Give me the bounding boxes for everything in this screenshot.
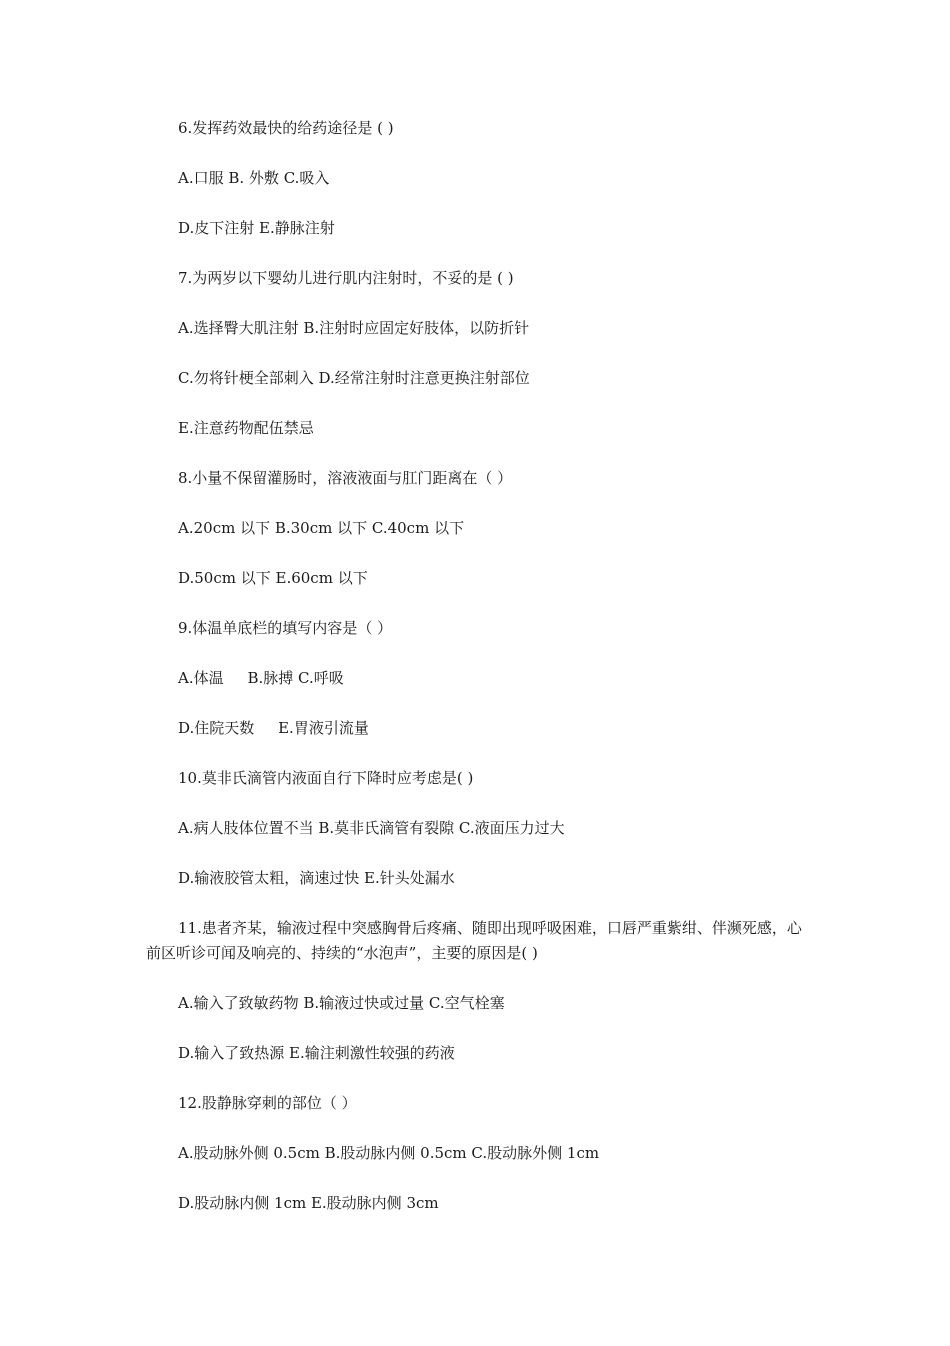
question-10-options-a-c: A.病人肢体位置不当 B.莫非氏滴管有裂隙 C.液面压力过大 (178, 819, 565, 837)
question-6-options-d-e: D.皮下注射 E.静脉注射 (178, 219, 335, 237)
question-8-options-a-c: A.20cm 以下 B.30cm 以下 C.40cm 以下 (178, 519, 465, 537)
question-10-options-d-e: D.输液胶管太粗，滴速过快 E.针头处漏水 (178, 869, 455, 887)
question-8-options-d-e: D.50cm 以下 E.60cm 以下 (178, 569, 368, 587)
question-9-options-d-e: D.住院天数 E.胃液引流量 (178, 719, 369, 737)
question-7: 7.为两岁以下婴幼儿进行肌内注射时，不妥的是 ( ) (178, 269, 514, 287)
question-8: 8.小量不保留灌肠时，溶液液面与肛门距离在（ ） (178, 469, 513, 487)
question-7-option-e: E.注意药物配伍禁忌 (178, 419, 314, 437)
question-11-options-d-e: D.输入了致热源 E.输注刺激性较强的药液 (178, 1044, 455, 1062)
question-9: 9.体温单底栏的填写内容是（ ） (178, 619, 393, 637)
question-10: 10.莫非氏滴管内液面自行下降时应考虑是( ) (178, 769, 474, 787)
question-7-options-c-d: C.勿将针梗全部刺入 D.经常注射时注意更换注射部位 (178, 369, 530, 387)
question-12-options-d-e: D.股动脉内侧 1cm E.股动脉内侧 3cm (178, 1194, 439, 1212)
question-6: 6.发挥药效最快的给药途径是 ( ) (178, 119, 394, 137)
question-12: 12.股静脉穿刺的部位（ ） (178, 1094, 357, 1112)
question-12-options-a-c: A.股动脉外侧 0.5cm B.股动脉内侧 0.5cm C.股动脉外侧 1cm (178, 1144, 600, 1162)
question-6-options-a-c: A.口服 B. 外敷 C.吸入 (178, 169, 330, 187)
question-11-options-a-c: A.输入了致敏药物 B.输液过快或过量 C.空气栓塞 (178, 994, 505, 1012)
question-11: 11.患者齐某，输液过程中突感胸骨后疼痛、随即出现呼吸困难，口唇严重紫绀、伴濒死感，心前区听诊可闻及响亮的、持续的“水泡声”，主要的原因是( ) (146, 919, 802, 962)
question-7-options-a-b: A.选择臀大肌注射 B.注射时应固定好肢体，以防折针 (178, 319, 530, 337)
question-9-options-a-c: A.体温 B.脉搏 C.呼吸 (178, 669, 344, 687)
